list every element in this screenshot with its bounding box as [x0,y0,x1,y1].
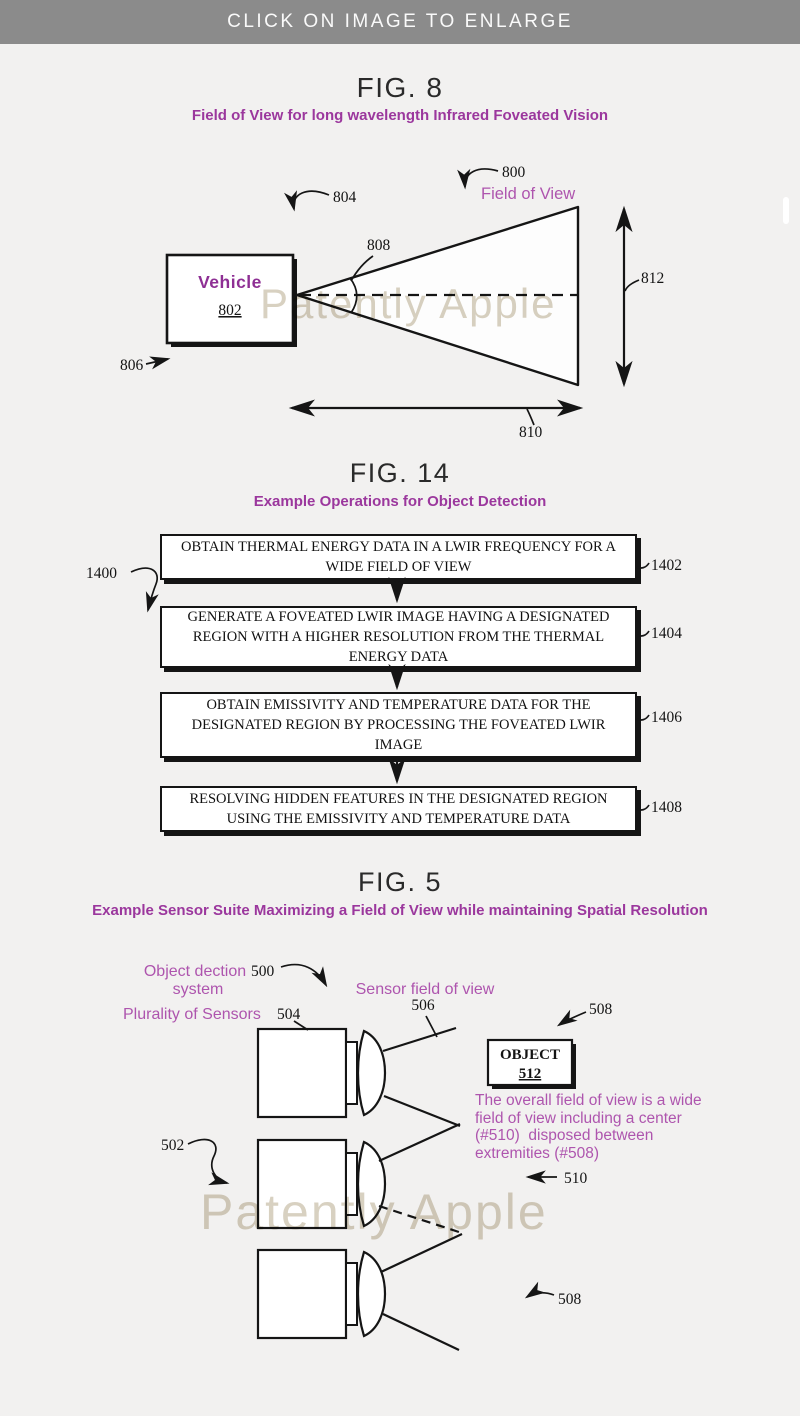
label-502 [161,1137,227,1183]
fig5-title: FIG. 5 [357,867,442,897]
flow-step-1408 [160,786,637,832]
dimension-812 [624,209,664,384]
sensor-mount [346,1042,357,1104]
ref-510: 510 [564,1170,588,1187]
sensor-body [258,1029,346,1117]
fov-line-top [383,1028,456,1051]
arrow-500 [281,965,326,985]
fov-line-bottom [383,1314,459,1350]
fig5-subtitle: Example Sensor Suite Maximizing a Field of View while maintaining Spatial Resolution [92,902,708,919]
ref-500: 500 [251,963,275,980]
ref-812: 812 [641,270,665,287]
fig8-title: FIG. 8 [356,72,444,103]
vehicle-box-frame [167,255,293,343]
flow-step-1406 [160,692,637,758]
ref-808: 808 [367,237,391,254]
sensor-lens [358,1031,385,1115]
flow-ref-labels [637,557,682,816]
object-ref-512: 512 [518,1066,542,1082]
ref-1404: 1404 [651,625,682,642]
fig5-diagram [0,930,800,1416]
fig8-diagram [0,150,800,458]
flow-step-1404 [160,606,637,668]
dimension-810 [292,408,580,441]
sensor-lens [358,1142,385,1226]
label-plurality-of-sensors [123,1006,308,1030]
fig14-flowchart [0,520,800,850]
label-sensor-field-of-view [356,981,495,1037]
flow-step-1408-text: RESOLVING HIDDEN FEATURES IN THE DESIGNATED REGION USING THE EMISSIVITY AND TEMPERATURE DATA [189,791,608,827]
enlarge-banner [0,0,800,44]
arrow-1400 [131,568,157,610]
label-object-detection-system [144,963,326,998]
fov-note [475,1092,760,1162]
object-detection-line1: Object dection [143,963,247,980]
scrollbar-thumb[interactable] [783,197,789,224]
fov-line-bottom [384,1096,460,1126]
arrow-508-bottom [527,1293,554,1297]
arrow-806 [146,359,168,364]
ref-508-top: 508 [589,1001,613,1018]
arrow-804 [294,191,329,209]
ref-502: 502 [161,1137,185,1154]
arrow-502 [188,1140,227,1183]
leader-812 [625,280,639,291]
flow-step-1402 [160,534,637,580]
label-804 [294,189,357,209]
leader-1402 [637,563,649,568]
arrow-508-top [559,1012,586,1025]
leader-1404 [637,631,649,636]
ref-1408: 1408 [651,799,682,816]
ref-508-bottom: 508 [558,1291,582,1308]
fig14-subtitle: Example Operations for Object Detection [253,493,547,510]
ref-800: 800 [502,164,526,181]
sensor-body [258,1250,346,1338]
vehicle-ref-802: 802 [218,302,242,319]
label-510 [528,1170,588,1187]
object-label: OBJECT [499,1047,561,1063]
leader-1406 [637,715,649,720]
plurality-label: Plurality of Sensors [123,1006,261,1023]
sensor-unit-top [258,1028,460,1126]
leader-1408 [637,805,649,810]
ref-504: 504 [277,1006,301,1023]
label-508-top [559,1001,613,1025]
sensor-mount [346,1153,357,1215]
fig14-title: FIG. 14 [349,458,451,488]
fov-note-line1: The overall field of view is a wide [475,1092,702,1109]
vehicle-box [167,255,297,347]
flow-step-1402-text: OBTAIN THERMAL ENERGY DATA IN A LWIR FREQUENCY FOR A WIDE FIELD OF VIEW [181,539,616,575]
label-800-field-of-view [465,164,575,203]
fov-note-line3: (#510) disposed between [475,1127,654,1144]
ref-506: 506 [411,997,435,1014]
sensor-mount [346,1263,357,1325]
leader-506 [426,1016,437,1037]
sensor-lens [358,1252,385,1336]
vehicle-label: Vehicle [198,272,262,292]
sensor-unit-bottom [258,1234,462,1350]
sensor-fov-label: Sensor field of view [355,981,495,998]
sensor-body [258,1140,346,1228]
enlarge-banner-text: CLICK ON IMAGE TO ENLARGE [227,11,573,32]
fov-cone [297,207,578,385]
fig5-drawing [0,930,800,1416]
ref-1400: 1400 [86,565,117,582]
fig8-subtitle: Field of View for long wavelength Infrared Foveated Vision [191,107,609,124]
watermark-patently-apple: Patently Apple [260,280,557,327]
ref-806: 806 [120,357,144,374]
ref-1402: 1402 [651,557,682,574]
watermark-patently-apple: Patently Apple [200,1184,548,1240]
flow-ref-1400 [86,565,157,610]
flow-step-1406-text: OBTAIN EMISSIVITY AND TEMPERATURE DATA FOR THE DESIGNATED REGION BY PROCESSING THE FOVEATED LWIR IMAGE [191,697,606,753]
ref-804: 804 [333,189,357,206]
field-of-view-label: Field of View [481,185,576,203]
fov-line-top [381,1234,462,1272]
ref-810: 810 [519,424,543,441]
label-508-bottom [527,1291,582,1308]
sensor-unit-middle [258,1124,462,1233]
fov-line-top [379,1124,460,1161]
flow-step-1404-text: GENERATE A FOVEATED LWIR IMAGE HAVING A DESIGNATED REGION WITH A HIGHER RESOLUTION FROM THE THERMAL ENERGY DATA [187,609,610,665]
leader-810 [527,409,534,425]
fov-note-line4: extremities (#508) [475,1144,600,1162]
object-box [488,1040,576,1089]
fig8-drawing [0,150,800,458]
fov-line-bottom-dashed [379,1206,462,1233]
label-806 [120,357,168,374]
ref-1406: 1406 [651,709,682,726]
fov-note-line2: field of view including a center [475,1109,682,1127]
object-detection-line2: system [172,981,224,998]
